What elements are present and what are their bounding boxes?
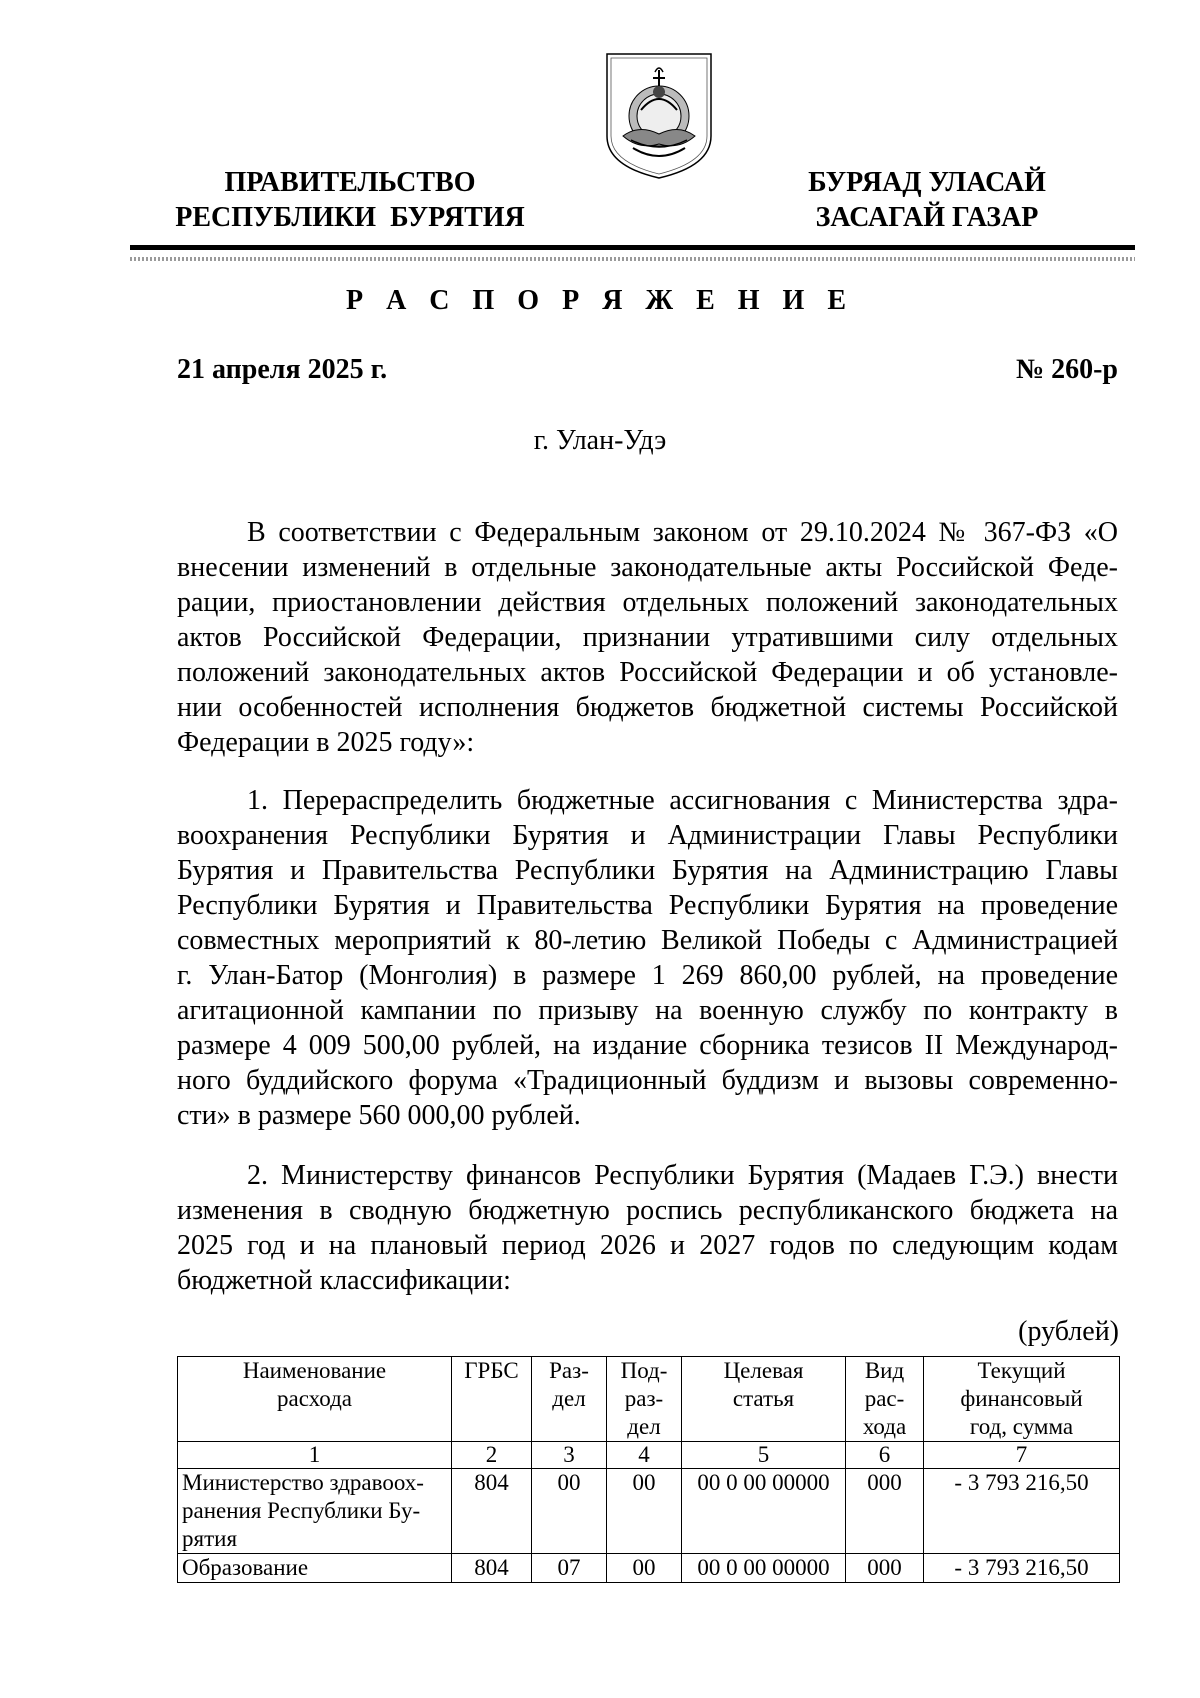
text-line: 2025 год и на плановый период 2026 и 2027 годов по следующим кодам	[177, 1230, 1118, 1261]
header-grbs	[452, 1357, 532, 1442]
header-text: год, сумма	[969, 1414, 1074, 1439]
text-line: воохранения Республики Бурятия и Администрации Главы Республики	[177, 820, 1118, 851]
header-text: Раз-	[549, 1358, 589, 1383]
table-header-row	[178, 1357, 1120, 1442]
header-text: рас-	[864, 1386, 905, 1411]
header-text: дел	[627, 1414, 661, 1439]
text-line: сти» в размере 560 000,00 рублей.	[177, 1100, 581, 1131]
cell-summa: - 3 793 216,50	[924, 1469, 1120, 1554]
text-line: актов Российской Федерации, признании утратившими силу отдельных	[177, 622, 1118, 653]
cell-razdel: 07	[532, 1554, 607, 1583]
cell-podrazdel: 00	[607, 1469, 682, 1554]
document-city: г. Улан-Удэ	[533, 425, 667, 456]
header-summa	[924, 1357, 1120, 1442]
cell-grbs: 804	[452, 1554, 532, 1583]
column-number: 3	[532, 1442, 607, 1469]
header-text: финансовый	[960, 1386, 1083, 1411]
header-text: Под-	[620, 1358, 668, 1383]
paragraph-item-1	[177, 783, 1118, 1133]
document-type: Р А С П О Р Я Ж Е Н И Е	[345, 285, 855, 316]
text-line: агитационной кампании по призыву на военную службу по контракту в	[177, 995, 1118, 1026]
header-divider-thick	[130, 245, 1135, 250]
header-text: Текущий	[977, 1358, 1066, 1383]
column-number: 7	[924, 1442, 1120, 1469]
text-line: В соответствии с Федеральным законом от 29.10.2024 № 367-ФЗ «О	[247, 517, 1118, 548]
header-left-line-1: ПРАВИТЕЛЬСТВО	[224, 167, 476, 198]
column-number: 1	[178, 1442, 452, 1469]
column-number: 5	[682, 1442, 846, 1469]
text-line: Бурятия и Правительства Республики Бурятия на Администрацию Главы	[177, 855, 1118, 886]
header-text: Вид	[864, 1358, 905, 1383]
header-text: расхода	[277, 1386, 352, 1411]
text-line: рации, приостановлении действия отдельных положений законодательных	[177, 587, 1118, 618]
budget-table	[177, 1356, 1120, 1583]
header-text: дел	[552, 1386, 586, 1411]
text-line: Федерации в 2025 году»:	[177, 727, 475, 758]
text-line: положений законодательных актов Российской Федерации и об установле-	[177, 657, 1118, 688]
cell-summa: - 3 793 216,50	[924, 1554, 1120, 1583]
header-right-title	[742, 165, 1112, 235]
text-line: 2. Министерству финансов Республики Бурятия (Мадаев Г.Э.) внести	[247, 1160, 1118, 1191]
table-number-row	[178, 1442, 1120, 1469]
cell-vid: 000	[846, 1469, 924, 1554]
cell-tselevaya: 00 0 00 00000	[682, 1469, 846, 1554]
table-row	[178, 1554, 1120, 1583]
text-line: Республики Бурятия и Правительства Республики Бурятия на проведение	[177, 890, 1118, 921]
header-text: раз-	[624, 1386, 664, 1411]
text-line: бюджетной классификации:	[177, 1265, 511, 1296]
document-date: 21 апреля 2025 г.	[177, 354, 388, 385]
header-razdel	[532, 1357, 607, 1442]
table-row	[178, 1469, 1120, 1554]
cell-tselevaya: 00 0 00 00000	[682, 1554, 846, 1583]
header-right-line-1: БУРЯАД УЛАСАЙ	[808, 167, 1046, 198]
text-line: изменения в сводную бюджетную роспись республиканского бюджета на	[177, 1195, 1118, 1226]
paragraph-preamble	[177, 515, 1118, 760]
column-number: 2	[452, 1442, 532, 1469]
text-line: нии особенностей исполнения бюджетов бюджетной системы Российской	[177, 692, 1118, 723]
document-number: № 260-р	[1015, 354, 1118, 385]
cell-name	[178, 1469, 452, 1554]
cell-vid: 000	[846, 1554, 924, 1583]
text-line: 1. Перераспределить бюджетные ассигнования с Министерства здра-	[247, 785, 1118, 816]
cell-text: Министерство здравоох-	[182, 1470, 424, 1495]
table-units: (рублей)	[1018, 1316, 1119, 1347]
header-text: хода	[862, 1414, 907, 1439]
header-podrazdel	[607, 1357, 682, 1442]
header-name	[178, 1357, 452, 1442]
cell-text: ранения Республики Бу-	[182, 1498, 421, 1523]
header-text: статья	[732, 1386, 795, 1411]
text-line: совместных мероприятий к 80-летию Великой Победы с Администрацией	[177, 925, 1118, 956]
text-line: г. Улан-Батор (Монголия) в размере 1 269 860,00 рублей, на проведение	[177, 960, 1118, 991]
header-text: Наименование	[242, 1358, 387, 1383]
column-number: 6	[846, 1442, 924, 1469]
text-line: внесении изменений в отдельные законодательные акты Российской Феде-	[177, 552, 1118, 583]
cell-text: Образование	[182, 1555, 309, 1580]
header-tselevaya	[682, 1357, 846, 1442]
cell-razdel: 00	[532, 1469, 607, 1554]
header-text: ГРБС	[464, 1358, 519, 1383]
header-left-line-2: РЕСПУБЛИКИ БУРЯТИЯ	[175, 202, 525, 233]
column-number: 4	[607, 1442, 682, 1469]
paragraph-item-2	[177, 1158, 1118, 1298]
cell-text: рятия	[182, 1526, 238, 1551]
text-line: ного буддийского форума «Традиционный буддизм и вызовы современно-	[177, 1065, 1118, 1096]
coat-of-arms-icon	[601, 50, 717, 182]
cell-podrazdel: 00	[607, 1554, 682, 1583]
cell-name	[178, 1554, 452, 1583]
header-right-line-2: ЗАСАГАЙ ГАЗАР	[815, 202, 1039, 233]
header-divider-thin	[130, 257, 1135, 261]
header-text: Целевая	[723, 1358, 804, 1383]
header-left-title	[150, 165, 550, 235]
header-vid	[846, 1357, 924, 1442]
cell-grbs: 804	[452, 1469, 532, 1554]
text-line: размере 4 009 500,00 рублей, на издание сборника тезисов II Международ-	[177, 1030, 1118, 1061]
